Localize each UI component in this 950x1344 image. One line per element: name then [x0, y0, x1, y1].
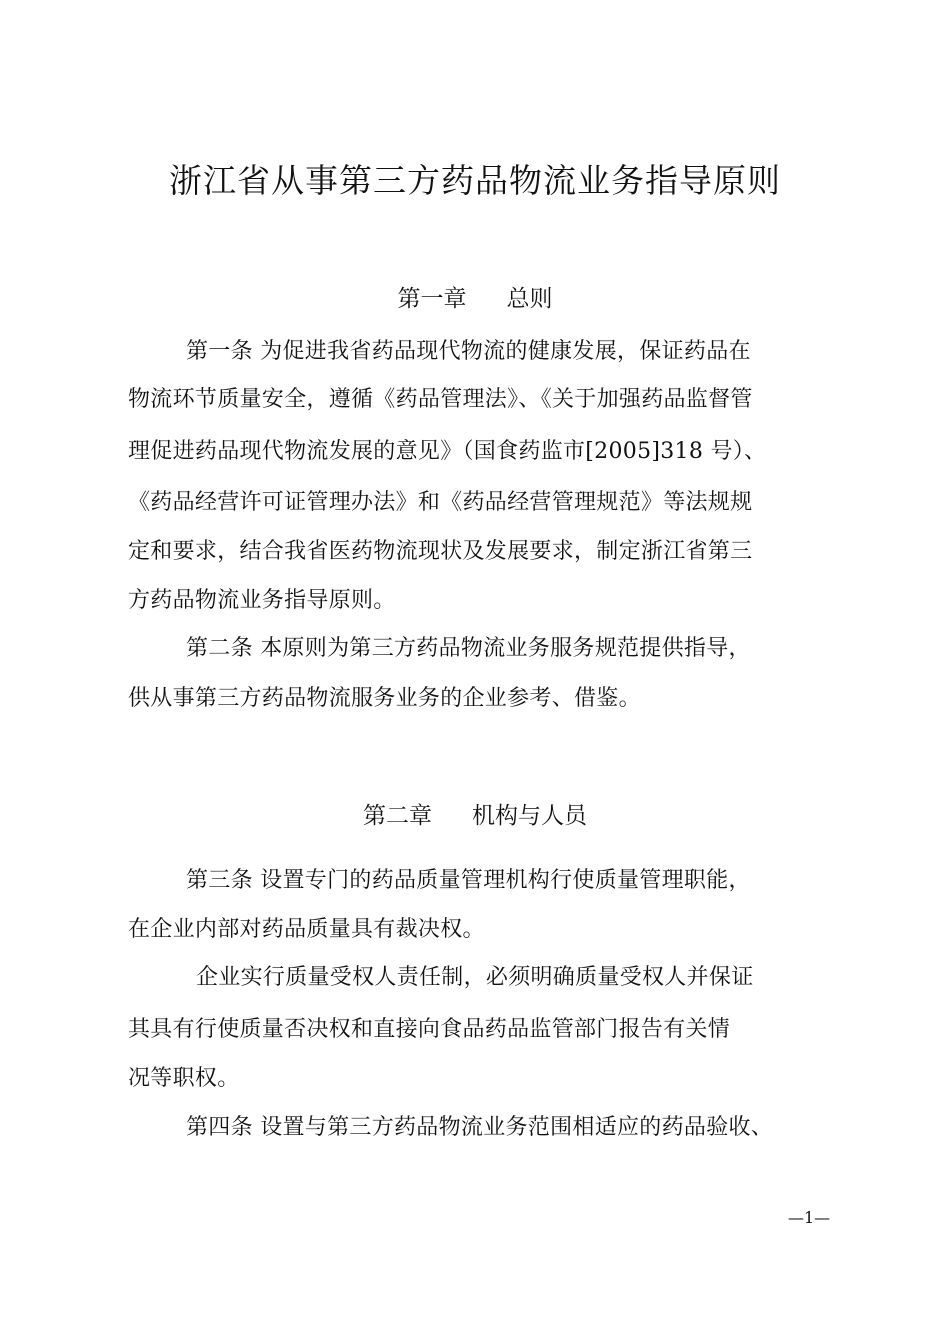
- chapter-heading-1: [0, 280, 950, 313]
- body-line: 理促进药品现代物流发展的意见》（国食药监市[2005]318 号）、: [128, 439, 767, 464]
- body-line: 供从事第三方药品物流服务业务的企业参考、借鉴。: [128, 686, 641, 711]
- body-line: 方药品物流业务指导原则。: [128, 588, 396, 613]
- body-line: 在企业内部对药品质量具有裁决权。: [128, 917, 485, 942]
- chapter-name: 机构与人员: [472, 803, 587, 829]
- chapter-name: 总则: [506, 286, 553, 312]
- chapter-number: 第一章: [397, 286, 467, 312]
- body-line: 定和要求，结合我省医药物流现状及发展要求，制定浙江省第三: [128, 539, 753, 564]
- body-line: 第四条 设置与第三方药品物流业务范围相适应的药品验收、: [186, 1115, 774, 1140]
- body-line: 物流环节质量安全，遵循《药品管理法》、《关于加强药品监督管: [128, 387, 753, 412]
- page-number: —1—: [788, 1208, 831, 1227]
- body-line: 第一条 为促进我省药品现代物流的健康发展，保证药品在: [186, 339, 751, 364]
- body-line: 《药品经营许可证管理办法》和《药品经营管理规范》等法规规: [128, 490, 753, 515]
- chapter-heading-2: [0, 797, 950, 830]
- chapter-number: 第二章: [363, 803, 432, 829]
- body-line: 况等职权。: [128, 1066, 240, 1091]
- body-line: 企业实行质量受权人责任制，必须明确质量受权人并保证: [196, 965, 754, 990]
- body-line: 第二条 本原则为第三方药品物流业务服务规范提供指导，: [186, 636, 751, 661]
- body-line: 其具有行使质量否决权和直接向食品药品监管部门报告有关情: [128, 1017, 731, 1042]
- body-line: 第三条 设置专门的药品质量管理机构行使质量管理职能，: [186, 868, 751, 893]
- document-title: 浙江省从事第三方药品物流业务指导原则: [169, 161, 781, 200]
